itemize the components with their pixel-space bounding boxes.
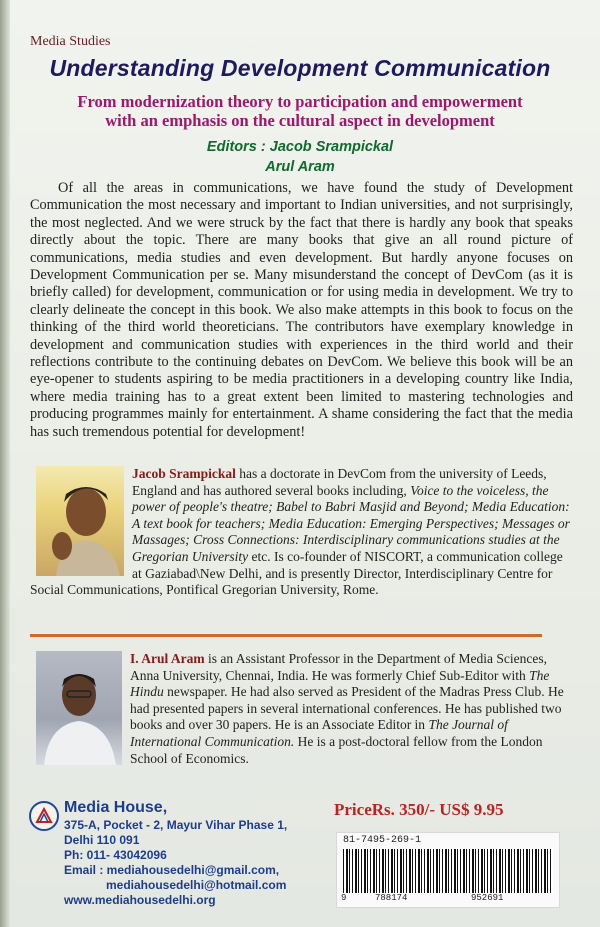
publisher-email-2: mediahousedelhi@hotmail.com	[106, 878, 287, 892]
bio1-book-list: Voice to the voiceless, the power of people's theatre; Babel to Babri Masjid and Beyond; Media Education: A text book for teachers; Media Education: Emerging Perspectives; Messages or Massages; Cross Connections: Interdisciplinary communications studies at the Gregorian University	[132, 482, 570, 564]
editors-block	[0, 137, 600, 177]
blurb-paragraph: Of all the areas in communications, we have found the study of Development Communication the most necessary and important to Indian universities, and not surprisingly, the most neglected. And we were struck by the fact that there is hardly any book that speaks directly about the topic. There are many books that give an all round picture of communications, media studies and even development. But hardly anyone focuses on Development Communication per se. Many misunderstand the concept of DevCom (as it is briefly called) for development, communication or for using media in development. We try to clearly delineate the concept in this book. We also make attempts in this book to focus on the thinking of the third world theoreticians. The contributors have exemplary knowledge in development and communication studies with experiences in the third world and their reflections contribute to the continuing debates on DevCom. We believe this book will be an eye-opener to students aspiring to be media practitioners in a developing country like India, where media training has to a great extent been limited to mastering technologies and producing programmes mainly for entertainment. A shame considering the fact that the media has such tremendous potential for development!	[30, 180, 573, 440]
section-divider	[30, 634, 542, 637]
subtitle-line-1: From modernization theory to participation and empowerment	[77, 92, 523, 111]
publisher-name: Media House,	[64, 799, 168, 816]
author-bio-aram	[30, 651, 575, 771]
book-title: Understanding Development Communication	[49, 55, 551, 81]
subtitle-line-2: with an emphasis on the cultural aspect in development	[105, 111, 495, 130]
portrait-icon	[36, 651, 122, 765]
publisher-logo	[29, 801, 59, 831]
bio2-text-b: newspaper. He had also served as President of the Madras Press Club. He had presented papers in several international conferences. He has published two books and over 30 papers. He is an Associate Editor in	[130, 684, 564, 733]
bio2-text-c: He is a post-doctoral fellow from the London School of Economics.	[130, 733, 543, 766]
publisher-address-1: 375-A, Pocket - 2, Mayur Vihar Phase 1,	[64, 818, 288, 832]
editors-line-1: Editors : Jacob Srampickal	[206, 139, 394, 155]
bio2-text-a: is an Assistant Professor in the Department of Media Sciences, Anna University, Chennai, India. He was formerly Chief Sub-Editor with	[130, 651, 547, 683]
editors-line-2: Arul Aram	[265, 159, 335, 175]
barcode-digit-group: 952691	[471, 893, 504, 903]
barcode-digits	[341, 893, 555, 903]
isbn-barcode	[336, 832, 560, 908]
portrait-icon	[36, 466, 124, 576]
publisher-phone: Ph: 011- 43042096	[64, 848, 167, 862]
author-photo-srampickal	[36, 466, 124, 576]
author-bio-srampickal	[30, 466, 575, 599]
author-name-aram: I. Arul Aram	[130, 651, 205, 666]
barcode-digit-group: 788174	[375, 893, 408, 903]
bio2-journal: The Journal of International Communication.	[130, 717, 508, 749]
bio1-text-b: etc. Is co-founder of NISCORT, a communication college at Gaziabad\New Delhi, and is presently Director, Interdisciplinary Centre for Social Communications, Pontifical Gregorian University, Rome.	[30, 548, 563, 598]
publisher-info	[64, 798, 287, 908]
isbn-number: 81-7495-269-1	[343, 835, 422, 846]
author-photo-aram	[36, 651, 122, 765]
publisher-logo-icon	[31, 803, 57, 829]
publisher-email-1: Email : mediahousedelhi@gmail.com,	[64, 863, 280, 877]
series-tag: Media Studies	[30, 34, 111, 49]
footer	[24, 796, 584, 921]
price-label: PriceRs. 350/- US$ 9.95	[334, 800, 504, 819]
barcode-digit-group: 9	[341, 893, 347, 903]
publisher-address-2: Delhi 110 091	[64, 833, 140, 847]
book-subtitle	[20, 92, 580, 130]
publisher-website: www.mediahousedelhi.org	[64, 893, 216, 907]
author-name-srampickal: Jacob Srampickal	[132, 466, 236, 481]
bio2-newspaper: The Hindu	[130, 667, 550, 700]
barcode-bars	[343, 849, 553, 893]
bio1-text-a: has a doctorate in DevCom from the university of Leeds, England and has authored several books including,	[132, 466, 547, 498]
